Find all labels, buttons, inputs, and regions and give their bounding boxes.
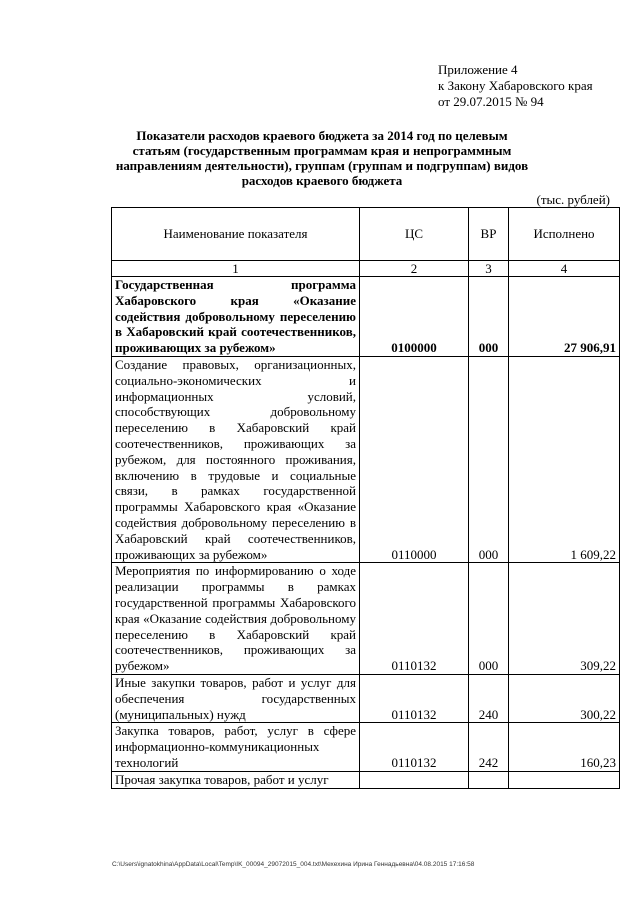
row-name: Государственная программа Хабаровского края «Оказание содействия добровольному переселению в Хабаровский край соотечественников, проживающих за рубежом» xyxy=(112,277,360,357)
appendix-line-1: Приложение 4 xyxy=(438,62,518,77)
table-row xyxy=(112,563,620,675)
row-cs: 0110132 xyxy=(360,563,469,675)
row-vr xyxy=(469,771,509,788)
row-vr: 000 xyxy=(469,356,509,562)
row-cs: 0110132 xyxy=(360,674,469,722)
table-row xyxy=(112,723,620,771)
col-number-3: 3 xyxy=(469,261,509,277)
row-name: Прочая закупка товаров, работ и услуг xyxy=(112,771,360,788)
row-name: Мероприятия по информированию о ходе реализации программы в рамках государственной программы Хабаровского края «Оказание содействия добровольному переселению в Хабаровский край соотечественников, проживающих за рубежом» xyxy=(112,563,360,675)
row-amount: 309,22 xyxy=(509,563,620,675)
col-number-1: 1 xyxy=(112,261,360,277)
row-cs: 0110000 xyxy=(360,356,469,562)
table-row xyxy=(112,277,620,357)
table-header-row xyxy=(112,208,620,261)
row-cs: 0110132 xyxy=(360,723,469,771)
header-amount: Исполнено xyxy=(509,208,620,261)
row-vr: 000 xyxy=(469,277,509,357)
header-name: Наименование показателя xyxy=(112,208,360,261)
appendix-reference xyxy=(438,62,593,110)
table-row xyxy=(112,356,620,562)
appendix-line-2: к Закону Хабаровского края xyxy=(438,78,593,93)
document-title: Показатели расходов краевого бюджета за 2014 год по целевым статьям (государственным программам края и непрограммным направлениям деятельности), группам (группам и подгруппам) видов расходов краевого бюджета xyxy=(115,128,529,188)
file-path-footer: C:\Users\ignatokhina\AppData\Local\Temp\IK_00094_29072015_004.txt\Мехехина Ирина Геннадьевна\04.08.2015 17:16:58 xyxy=(112,861,475,868)
appendix-line-3: от 29.07.2015 № 94 xyxy=(438,94,544,109)
table-row xyxy=(112,771,620,788)
row-vr: 240 xyxy=(469,674,509,722)
row-amount xyxy=(509,771,620,788)
table-row xyxy=(112,674,620,722)
units-label: (тыс. рублей) xyxy=(536,192,610,207)
budget-table xyxy=(111,207,620,789)
row-cs: 0100000 xyxy=(360,277,469,357)
row-amount: 300,22 xyxy=(509,674,620,722)
row-cs xyxy=(360,771,469,788)
row-vr: 242 xyxy=(469,723,509,771)
col-number-2: 2 xyxy=(360,261,469,277)
row-name: Создание правовых, организационных, социально-экономических и информационных условий, способствующих добровольному переселению в Хабаровский край соотечественников, проживающих за рубежом, для постоянного проживания, включению в трудовые и социальные связи, в рамках государственной программы Хабаровского края «Оказание содействия добровольному переселению в Хабаровский край соотечественников, проживающих за рубежом» xyxy=(112,356,360,562)
column-number-row xyxy=(112,261,620,277)
col-number-4: 4 xyxy=(509,261,620,277)
row-name: Иные закупки товаров, работ и услуг для обеспечения государственных (муниципальных) нужд xyxy=(112,674,360,722)
row-name: Закупка товаров, работ, услуг в сфере информационно-коммуникационных технологий xyxy=(112,723,360,771)
header-cs: ЦС xyxy=(360,208,469,261)
row-amount: 1 609,22 xyxy=(509,356,620,562)
row-vr: 000 xyxy=(469,563,509,675)
header-vr: ВР xyxy=(469,208,509,261)
row-amount: 27 906,91 xyxy=(509,277,620,357)
row-amount: 160,23 xyxy=(509,723,620,771)
